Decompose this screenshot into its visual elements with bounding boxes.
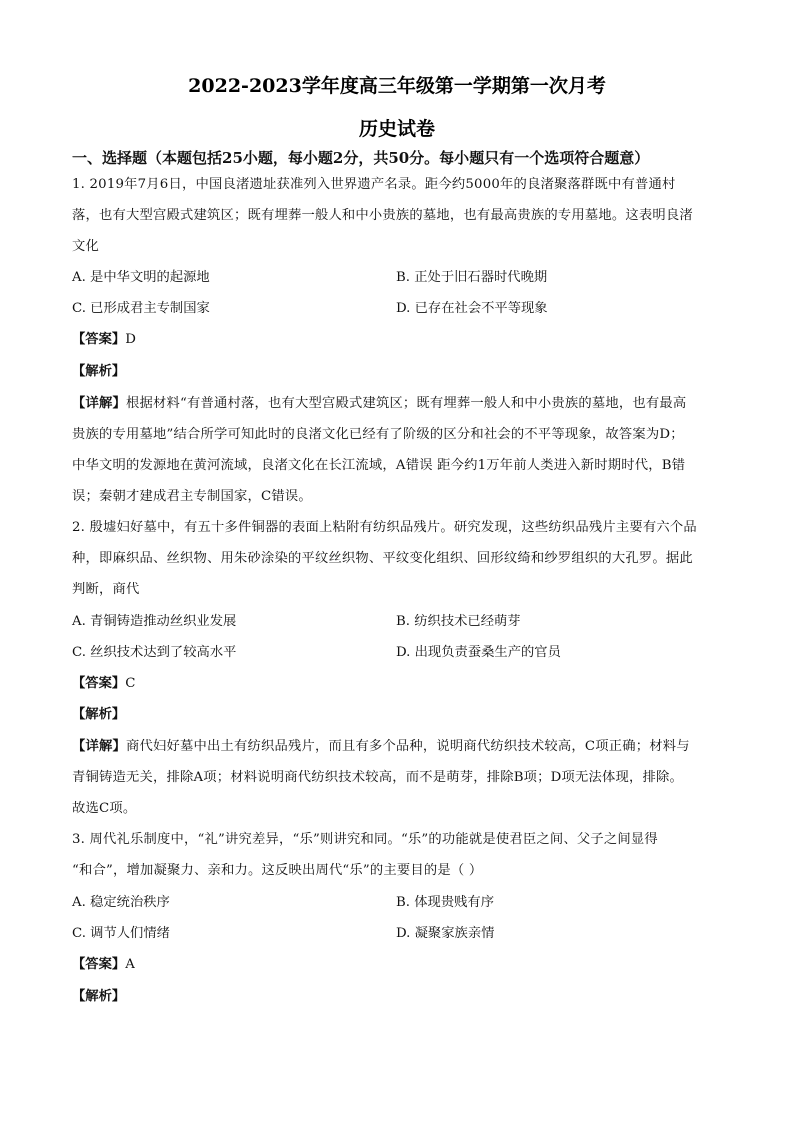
detail-text: 商代妇好墓中出土有纺织品残片，而且有多个品种，说明商代纺织技术较高，C项正确；材料与 [126, 739, 690, 754]
answer-label: 【答案】 [72, 676, 126, 691]
q1-detail-line: 贵族的专用墓地”结合所学可知此时的良渚文化已经有了阶级的区分和社会的不平等现象，故答案为D； [72, 427, 684, 442]
q3-option-c: C. 调节人们情绪 [72, 926, 170, 941]
q2-analysis-label [72, 705, 125, 725]
analysis-label: 【解析】 [72, 707, 126, 722]
q3-analysis-label [72, 987, 125, 1007]
q2-option-c: C. 丝织技术达到了较高水平 [72, 645, 237, 660]
q1-option-c: C. 已形成君主专制国家 [72, 301, 210, 316]
q2-stem-line: 判断，商代 [72, 582, 140, 597]
q1-option-a: A. 是中华文明的起源地 [72, 270, 210, 285]
exam-title: 2022-2023学年度高三年级第一学期第一次月考 [188, 75, 606, 97]
q2-option-a: A. 青铜铸造推动丝织业发展 [72, 614, 237, 629]
q3-option-d: D. 凝聚家族亲情 [396, 926, 495, 941]
q2-stem-line: 2. 殷墟妇好墓中，有五十多件铜器的表面上粘附有纺织品残片。研究发现，这些纺织品残片主要有六个品 [72, 520, 697, 535]
q2-detail-line [72, 737, 727, 757]
q2-detail-line: 故选C项。 [72, 801, 137, 816]
q1-detail-line: 误；秦朝才建成君主专制国家，C错误。 [72, 489, 312, 504]
q2-stem-line: 种，即麻织品、丝织物、用朱砂涂染的平纹丝织物、平纹变化组织、回形纹绮和纱罗组织的大孔罗。据此 [72, 551, 693, 566]
q1-stem-line: 1. 2019年7月6日，中国良渚遗址获准列入世界遗产名录。距今约5000年的良渚聚落群既中有普通村 [72, 177, 676, 192]
section-heading: 一、选择题（本题包括25小题，每小题2分，共50分。每小题只有一个选项符合题意） [72, 149, 650, 167]
q3-stem-line: “和合”，增加凝聚力、亲和力。这反映出周代“乐”的主要目的是（ ） [72, 863, 483, 878]
q1-detail-line: 中华文明的发源地在黄河流域，良渚文化在长江流域，A错误 距今约1万年前人类进入新时期时代，B错 [72, 458, 686, 473]
q2-detail-line: 青铜铸造无关，排除A项；材料说明商代纺织技术较高，而不是萌芽，排除B项；D项无法体现，排除。 [72, 770, 683, 785]
q1-answer [72, 330, 136, 350]
analysis-label: 【解析】 [72, 989, 126, 1004]
answer-label: 【答案】 [72, 332, 126, 347]
detail-label: 【详解】 [72, 396, 126, 411]
q2-option-d: D. 出现负责蚕桑生产的官员 [396, 645, 561, 660]
q1-analysis-label [72, 362, 125, 382]
detail-label: 【详解】 [72, 739, 126, 754]
q1-option-d: D. 已存在社会不平等现象 [396, 301, 548, 316]
detail-text: 根据材料“有普通村落，也有大型宫殿式建筑区；既有埋葬一般人和中小贵族的墓地，也有最高 [126, 396, 687, 411]
q3-option-b: B. 体现贵贱有序 [396, 895, 495, 910]
answer-value: D [125, 332, 136, 347]
q1-stem-line: 文化 [72, 239, 99, 254]
answer-label: 【答案】 [72, 957, 126, 972]
analysis-label: 【解析】 [72, 364, 126, 379]
q3-option-a: A. 稳定统治秩序 [72, 895, 170, 910]
q2-answer [72, 674, 135, 694]
q3-stem-line: 3. 周代礼乐制度中，“礼”讲究差异，“乐”则讲究和同。“乐”的功能就是使君臣之间、父子之间显得 [72, 832, 658, 847]
exam-subtitle: 历史试卷 [358, 118, 435, 140]
q3-answer [72, 955, 135, 975]
q1-detail-line [72, 394, 727, 414]
answer-value: C [125, 676, 136, 691]
answer-value: A [125, 957, 135, 972]
q2-option-b: B. 纺织技术已经萌芽 [396, 614, 521, 629]
q1-option-b: B. 正处于旧石器时代晚期 [396, 270, 548, 285]
q1-stem-line: 落，也有大型宫殿式建筑区；既有埋葬一般人和中小贵族的墓地，也有最高贵族的专用墓地。这表明良渚 [72, 208, 693, 223]
